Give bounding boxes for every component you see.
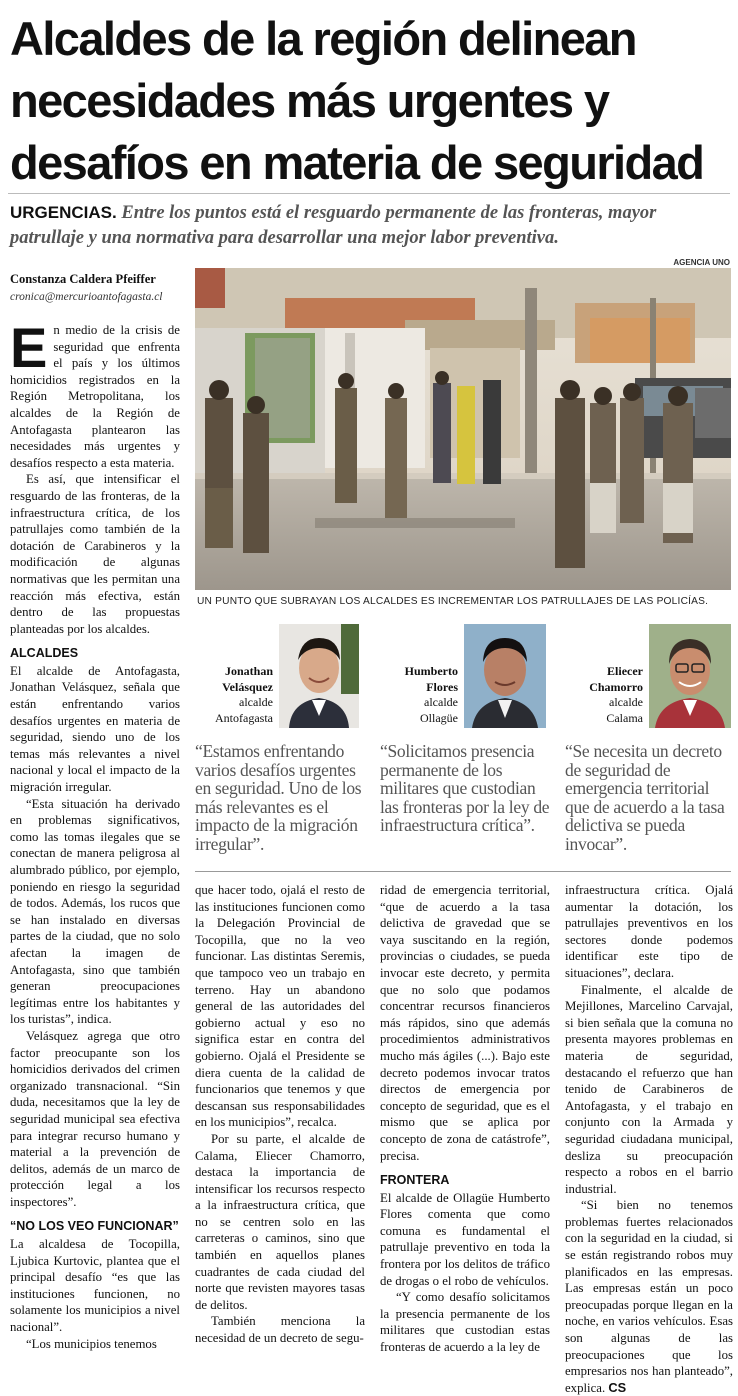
mayor-portrait: [649, 624, 731, 728]
body-paragraph: “Esta situación ha derivado en problemas significativos, como las tomas ilegales que se conectan de manera peligrosa al alumbrado público, por ejemplo, poniendo en riesgo la seguridad de todos. Además, los rucos que se han instalado en diversas partes de la ciudad, que no solo afectan la imagen de Antofagasta, sino que también generan preocupaciones legítimas entre los habitantes y los turistas”, indica.: [10, 796, 180, 1027]
body-paragraph: ridad de emergencia territorial, “que de acuerdo a la tasa delictiva de gravedad que se vaya suscitando en la región, provincias o ciudades, se pueda invocar este decreto, y permita que no solo que podamos concentrar recursos financieros más rápidos, sino que además procedimientos administrativos mucho más ágiles (...). Bajo este decreto podemos invocar tratos directos de emergencia por concepto de seguridad, que es el mismo que se aplica por concepto de zona de catástrofe”, precisa.: [380, 883, 550, 1163]
body-paragraph: El alcalde de Antofagasta, Jonathan Velásquez, señala que están enfrentando varios desafíos urgentes en materia de seguridad, siendo uno de los temas más relevantes a nivel nacional y local el impacto de la migración irregular.: [10, 663, 180, 795]
mayor-role: alcalde: [239, 695, 273, 709]
main-photo: [195, 268, 731, 590]
mayor-role: alcalde: [609, 695, 643, 709]
mayor-name-first: Jonathan: [224, 664, 273, 678]
mayor-portrait: [464, 624, 546, 728]
portrait-image: [279, 624, 359, 728]
mayor-card-flores: [380, 624, 550, 728]
body-paragraph: que hacer todo, ojalá el resto de las instituciones funcionen como la Delegación Provincial de Tocopilla, que no la veo funcionar. Las distintas Seremis, que tampoco veo un trabajo en terreno. Hay un abandono general de las autoridades del gobierno actual y eso no significa estar en contra del gobierno. Ojalá el Presidente se diera cuenta de la calidad de funcionarios que tenemos y que descansan sus responsabilidades en los municipios”, recalca.: [195, 883, 365, 1130]
mayor-name-first: Eliecer: [607, 664, 643, 678]
photo-caption: UN PUNTO QUE SUBRAYAN LOS ALCALDES ES INCREMENTAR LOS PATRULLAJES DE LAS POLICÍAS.: [197, 596, 709, 607]
end-mark: CS: [608, 1379, 627, 1395]
portrait-image: [464, 624, 546, 728]
body-paragraph: Finalmente, el alcalde de Mejillones, Marcelino Carvajal, si bien señala que la comuna no presenta mayores problemas en materia de seguridad, destacando el refuerzo que han tenido de Carabineros de Antofagasta, y el trabajo en conjunto con la Armada y seguridad ciudadana municipal, desliza su preocupación respecto a robos en el barrio industrial.: [565, 982, 733, 1196]
pull-quote-velasquez: “Estamos enfrentando varios desafíos urgentes en seguridad. Uno de los más relevantes es el impacto de la migración irregular”.: [195, 741, 362, 854]
body-paragraph: “Los municipios tenemos: [26, 1336, 157, 1351]
deck: [10, 200, 732, 251]
mayor-portrait: [279, 624, 359, 728]
deck-text: Entre los puntos está el resguardo permanente de las fronteras, mayor patrullaje y una normativa para desarrollar una mejor labor preventiva.: [10, 203, 657, 248]
mayor-card-chamorro: [565, 624, 733, 728]
quotes-divider: [195, 871, 731, 872]
mayor-city: Calama: [606, 710, 643, 725]
headline-line-2: necesidades más urgentes y: [10, 74, 609, 127]
drop-cap: E: [10, 316, 48, 379]
body-column-4: [565, 882, 733, 1396]
headline-line-1: Alcaldes de la región delinean: [10, 12, 636, 65]
headline: [10, 8, 730, 194]
body-paragraph: Por su parte, el alcalde de Calama, Eliecer Chamorro, destaca la importancia de intensificar los recursos respecto a la infraestructura crítica, que no se centren solo en las carreteras o caminos, sino que también en aquellos planes cuadrantes de cada ciudad del norte que revisten mayores tasas de delitos.: [195, 1131, 365, 1312]
headline-line-3: desafíos en materia de seguridad: [10, 136, 704, 189]
body-paragraph: También menciona la necesidad de un decreto de segu-: [195, 1314, 365, 1346]
body-column-3: [380, 882, 550, 1356]
body-paragraph: El alcalde de Ollagüe Humberto Flores comenta que como comuna es fundamental el patrullaje preventivo en toda la frontera por los delitos de tráfico de drogas o el robo de vehículos.: [380, 1190, 550, 1288]
subhead-alcaldes: ALCALDES: [10, 646, 79, 661]
body-paragraph: n medio de la crisis de seguridad que enfrenta el país y los últimos homicidios registrados en la Región Metropolitana, los alcaldes de la Región de Antofagasta plantearon las necesidades más urgentes y desafíos respecto a esta materia.: [10, 323, 180, 470]
body-paragraph: “Si bien no tenemos problemas fuertes relacionados con la seguridad en la ciudad, si se están registrando robos muy planificados en las empresas. Las empresas están un poco preocupadas porque llegan en la noche, en varios vehículos. Esas son algunas de las preocupaciones que los empresarios nos han planteado”, explica.: [565, 1198, 733, 1395]
body-column-2: [195, 882, 365, 1347]
police-patrol-illustration: [195, 268, 731, 590]
mayor-name-last: Velásquez: [222, 679, 273, 694]
byline-email[interactable]: cronica@mercurioantofagasta.cl: [10, 291, 163, 303]
headline-divider: [8, 193, 730, 194]
body-paragraph: Es así, que intensificar el resguardo de las fronteras, de la infraestructura crítica, de los patrullajes como también de la dotación de Carabineros y la modificación de algunas normativas que les permitan una reacción más efectiva, están dentro de las propuestas planteadas por los alcaldes.: [10, 472, 180, 636]
byline-author: Constanza Caldera Pfeiffer: [10, 272, 156, 286]
subhead-no-los-veo: “NO LOS VEO FUNCIONAR”: [10, 1219, 179, 1234]
body-paragraph: “Y como desafío solicitamos la presencia permanente de los militares que custodian estas fronteras de acuerdo a la ley de: [380, 1290, 550, 1355]
body-paragraph: infraestructura crítica. Ojalá aumentar la dotación, los patrullajes preventivos en los sectores donde podemos identificar este tipo de situaciones”, declara.: [565, 883, 733, 980]
body-paragraph: Velásquez agrega que otro factor preocupante son los homicidios derivados del crimen organizado transnacional. “Sin duda, necesitamos que la ley de seguridad municipal sea efectiva para integrar recurso humano y material a la prevención de delitos, además de un marco de protección legal a los inspectores”.: [10, 1028, 180, 1209]
mayor-name-first: Humberto: [404, 664, 458, 678]
mayor-role: alcalde: [424, 695, 458, 709]
mayor-name-last: Flores: [426, 679, 458, 694]
mayor-city: Antofagasta: [215, 710, 273, 725]
portrait-image: [649, 624, 731, 728]
body-column-1: [10, 316, 180, 1352]
pull-quote-chamorro: “Se necesita un decreto de seguridad de emergencia territorial que de acuerdo a la tasa delictiva se pueda invocar”.: [565, 741, 725, 854]
photo-credit: AGENCIA UNO: [673, 258, 730, 267]
mayor-city: Ollagüe: [420, 710, 458, 725]
mayor-card-velasquez: [195, 624, 365, 728]
pull-quote-flores: “Solicitamos presencia permanente de los militares que custodian las fronteras por la ley de infraestructura crítica”.: [380, 741, 550, 835]
body-paragraph: La alcaldesa de Tocopilla, Ljubica Kurtovic, plantea que el principal desafío “es que las instituciones funcionen, no solamente los municipios a nivel nacional”.: [10, 1237, 180, 1335]
deck-kicker: URGENCIAS.: [10, 203, 117, 222]
subhead-frontera: FRONTERA: [380, 1173, 450, 1188]
mayor-name-last: Chamorro: [589, 679, 643, 694]
